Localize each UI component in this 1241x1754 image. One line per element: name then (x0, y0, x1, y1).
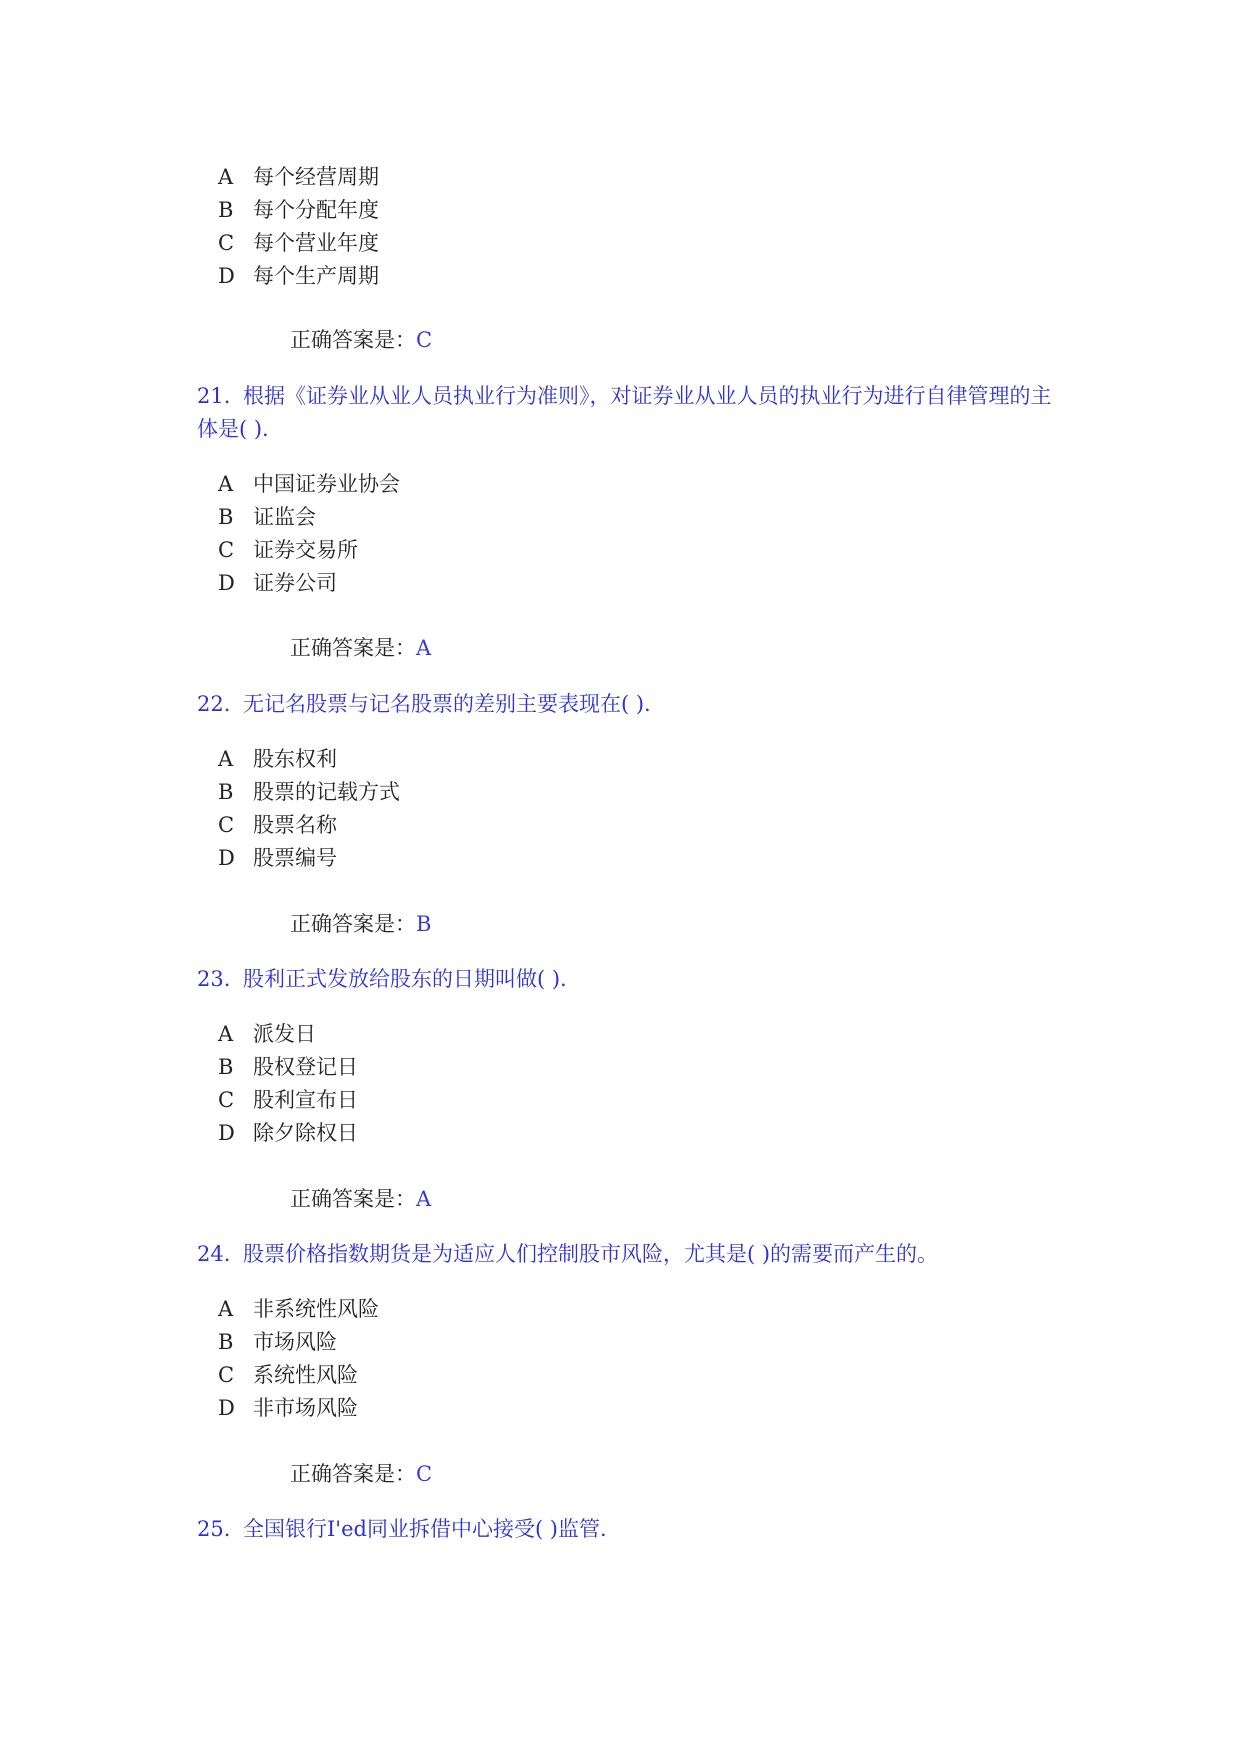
option-d: D 每个生产周期 (218, 264, 379, 288)
option-b: B 市场风险 (218, 1330, 337, 1354)
option-c: C 股票名称 (218, 813, 337, 837)
option-d: D 除夕除权日 (218, 1121, 358, 1145)
prev-question-options (218, 161, 1118, 293)
correct-answer: 正确答案是：C (290, 328, 433, 352)
question-22: 22. 无记名股票与记名股票的差别主要表现在( ). (197, 692, 651, 716)
correct-answer: 正确答案是：B (290, 912, 432, 936)
question-25: 25. 全国银行I'ed同业拆借中心接受( )监管. (197, 1517, 607, 1541)
question-23-options (218, 1018, 1118, 1150)
option-b: B 股权登记日 (218, 1055, 358, 1079)
correct-answer: 正确答案是：A (290, 1187, 432, 1211)
question-21: 21. 根据《证券业从业人员执业行为准则》，对证券业从业人员的执业行为进行自律管理的主体是( ). (197, 384, 1052, 441)
option-c: C 每个营业年度 (218, 231, 379, 255)
correct-answer: 正确答案是：C (290, 1462, 433, 1486)
option-c: C 系统性风险 (218, 1363, 358, 1387)
question-23: 23. 股利正式发放给股东的日期叫做( ). (197, 967, 567, 991)
option-b: B 每个分配年度 (218, 198, 379, 222)
option-c: C 证券交易所 (218, 538, 358, 562)
option-c: C 股利宣布日 (218, 1088, 358, 1112)
option-d: D 非市场风险 (218, 1396, 358, 1420)
option-b: B 股票的记载方式 (218, 780, 400, 804)
question-24: 24. 股票价格指数期货是为适应人们控制股市风险，尤其是( )的需要而产生的。 (197, 1242, 939, 1266)
option-a: A 股东权利 (218, 747, 337, 771)
correct-answer: 正确答案是：A (290, 636, 432, 660)
option-d: D 股票编号 (218, 846, 337, 870)
question-22-options (218, 743, 1118, 875)
question-24-options (218, 1293, 1118, 1425)
question-21-options (218, 468, 1118, 600)
option-d: D 证券公司 (218, 571, 337, 595)
option-a: A 非系统性风险 (218, 1297, 379, 1321)
option-a: A 派发日 (218, 1022, 316, 1046)
option-a: A 中国证券业协会 (218, 472, 400, 496)
option-a: A 每个经营周期 (218, 165, 379, 189)
option-b: B 证监会 (218, 505, 316, 529)
